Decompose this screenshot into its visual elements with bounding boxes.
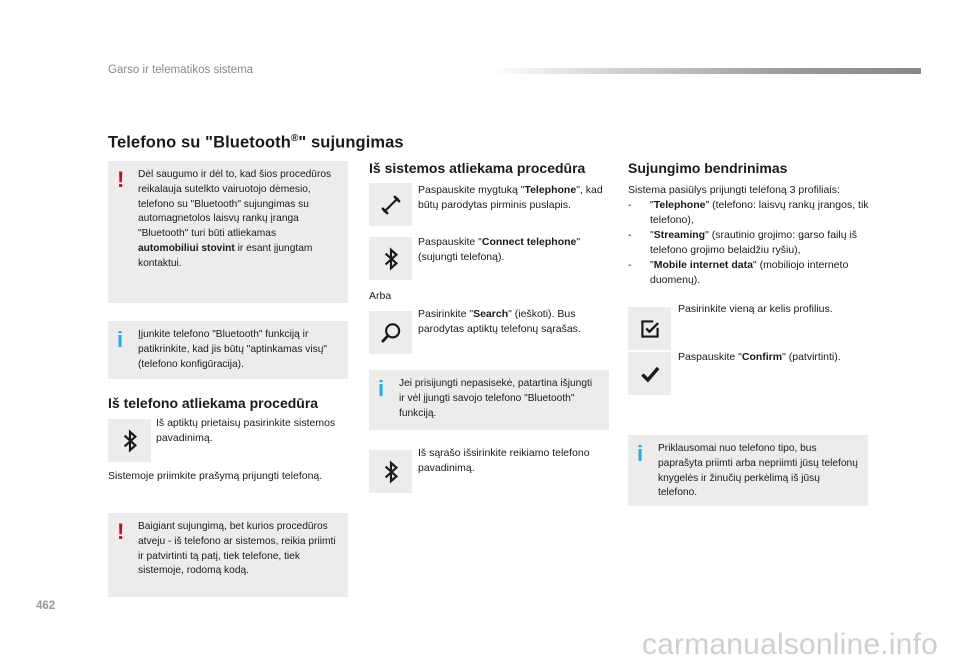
icon-box-bluetooth-connect	[369, 237, 412, 280]
section-title-phone-procedure: Iš telefono atliekama procedūra	[108, 395, 319, 411]
section-title-system-procedure: Iš sistemos atliekama procedūra	[369, 160, 586, 176]
icon-box-bluetooth-select	[369, 450, 412, 493]
step-connect-telephone: Paspauskite "Connect telephone" (sujungti telefoną).	[418, 236, 581, 263]
step-select-system-name: Iš aptiktų prietaisų pasirinkite sistemos pavadinimą.	[156, 417, 336, 444]
icon-box-phone	[369, 183, 412, 226]
warning-exclamation-icon: !	[117, 519, 125, 544]
header-gradient-bar	[490, 68, 921, 74]
info-i-icon: i	[117, 327, 124, 352]
warning-note-safety: ! Dėl saugumo ir dėl to, kad šios procedūros reikalauja sutelkto vairuotojo dėmesio, telefono su "Bluetooth" sujungimas su automagnetolos laisvų rankų įranga "Bluetooth" turi būti atliekamas automobiliui stovint ir esant įjungtam kontaktui.	[108, 161, 348, 303]
checkmark-icon	[637, 361, 663, 387]
info-note-enable-bluetooth: i Įjunkite telefono "Bluetooth" funkciją ir patikrinkite, kad jis būtų "aptinkamas visų" (telefono konfigūracija).	[108, 321, 348, 379]
step-press-telephone: Paspauskite mygtuką "Telephone", kad būtų parodytas pirminis puslapis.	[418, 184, 603, 211]
icon-box-search	[369, 311, 412, 354]
profiles-intro: Sistema pasiūlys prijungti telefoną 3 profiliais:	[628, 184, 840, 196]
watermark: carmanualsonline.info	[641, 628, 938, 661]
info-note-phonebook-transfer: i Priklausomai nuo telefono tipo, bus paprašyta priimti arba nepriimti jūsų telefonų knygelės ir žinučių perkėlimą iš jūsų telefono.	[628, 435, 868, 506]
accept-request-text: Sistemoje priimkite prašymą prijungti telefoną.	[108, 470, 323, 482]
bluetooth-icon	[378, 459, 404, 485]
running-header: Garso ir telematikos sistema	[108, 64, 254, 76]
section-title-pairing-sharing: Sujungimo bendrinimas	[628, 160, 788, 176]
step-select-profiles: Pasirinkite vieną ar kelis profilius.	[678, 303, 833, 315]
step-confirm: Paspauskite "Confirm" (patvirtinti).	[678, 351, 841, 363]
bluetooth-icon	[117, 428, 143, 454]
list-item-telephone: - "Telephone" (telefono: laisvų rankų įrangos, tik telefono),	[628, 199, 869, 226]
checkbox-icon	[637, 316, 663, 342]
list-item-mobile-data: - "Mobile internet data" (mobiliojo interneto duomenų).	[628, 259, 849, 286]
icon-box-confirm	[628, 352, 671, 395]
step-select-phone-name: Iš sąrašo išsirinkite reikiamo telefono pavadinimą.	[418, 447, 590, 474]
warning-exclamation-icon: !	[117, 167, 125, 192]
icon-box-profile-select	[628, 307, 671, 350]
phone-handset-icon	[378, 192, 404, 218]
info-i-icon: i	[378, 376, 385, 401]
bluetooth-icon	[378, 246, 404, 272]
step-search: Pasirinkite "Search" (ieškoti). Bus parodytas aptiktų telefonų sąrašas.	[418, 308, 581, 335]
icon-box-bluetooth-phone	[108, 419, 151, 462]
info-note-retry-bluetooth: i Jei prisijungti nepasisekė, patartina išjungti ir vėl įjungti savojo telefono "Bluetooth" funkciją.	[369, 370, 609, 430]
page-number: 462	[36, 600, 56, 612]
profiles-list	[628, 198, 873, 288]
warning-note-confirm-code: ! Baigiant sujungimą, bet kurios procedūros atveju - iš telefono ar sistemos, reikia priimti ir patvirtinti tą patį, tiek telefone, tiek sistemoje, rodomą kodą.	[108, 513, 348, 597]
or-label: Arba	[369, 290, 392, 302]
info-i-icon: i	[637, 441, 644, 466]
list-item-streaming: - "Streaming" (srautinio grojimo: garso failų iš telefono grojimo belaidžiu ryšiu),	[628, 229, 858, 256]
page-title: Telefono su "Bluetooth®" sujungimas	[108, 133, 404, 152]
magnifier-icon	[378, 320, 404, 346]
